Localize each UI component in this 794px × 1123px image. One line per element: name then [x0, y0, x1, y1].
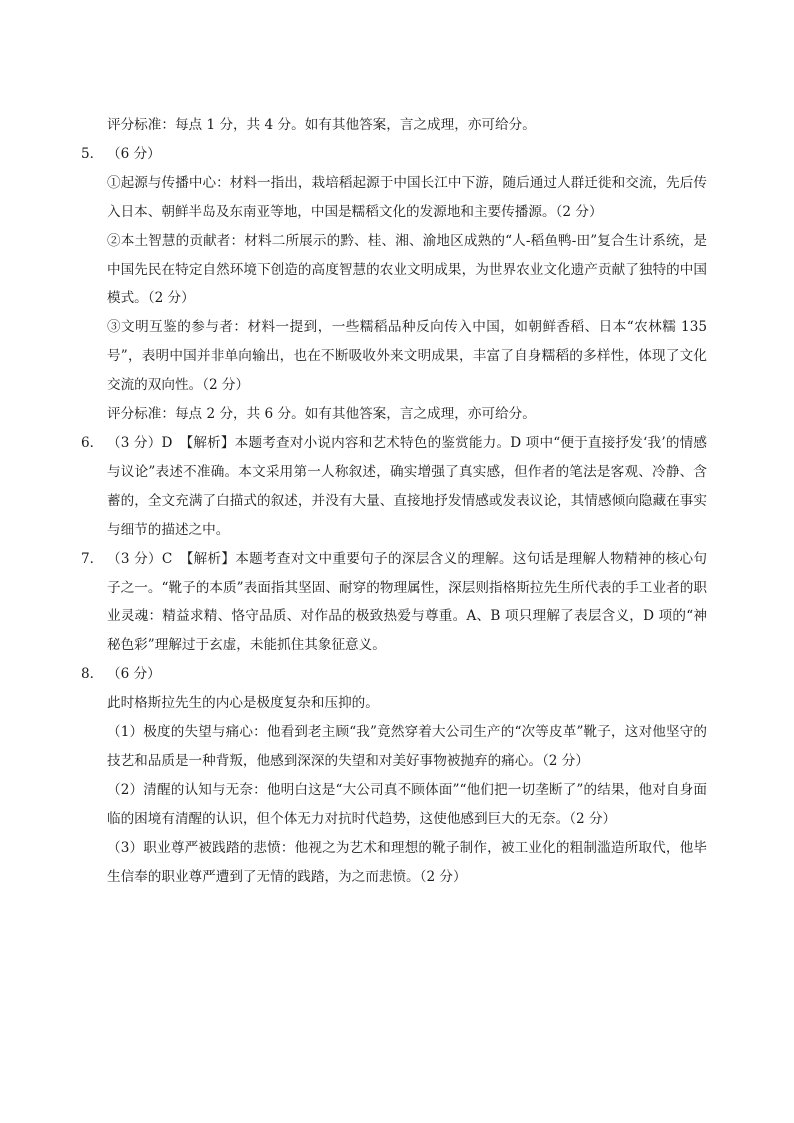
question-5-header — [81, 140, 707, 169]
answer-point-3: （3）职业尊严被践踏的悲愤：他视之为艺术和理想的靴子制作，被工业化的粗制滥造所取代，他毕生信奉的职业尊严遭到了无情的践踏，为之而悲愤。（2 分） — [107, 839, 707, 885]
answer-point-3: ③文明互鉴的参与者：材料一提到，一些糯稻品种反向传入中国，如朝鲜香稻、日本“农林糯 135 号”，表明中国并非单向输出，也在不断吸收外来文明成果，丰富了自身糯稻的多样性，体现了文化交流的双向性。（2 分） — [107, 319, 707, 394]
question-analysis: （3 分）C 【解析】本题考查对文中重要句子的深层含义的理解。这句话是理解人物精神的核心句子之一。“靴子的本质”表面指其坚固、耐穿的物理属性，深层则指格斯拉先生所代表的手工业者的职业灵魂：精益求精、恪守品质、对作品的极致热爱与尊重。A、B 项只理解了表层含义，D 项的“神秘色彩”理解过于玄虚，未能抓住其象征意义。 — [107, 550, 707, 654]
question-number: 6． — [81, 434, 104, 451]
question-number: 5． — [81, 145, 104, 162]
answer-intro: 此时格斯拉先生的内心是极度复杂和压抑的。 — [107, 695, 379, 712]
question-analysis: （3 分）D 【解析】本题考查对小说内容和艺术特色的鉴赏能力。D 项中“便于直接抒发‘我’的情感与议论”表述不准确。本文采用第一人称叙述，确实增强了真实感，但作者的笔法是客观、冷静、含蓄的，全文充满了白描式的叙述，并没有大量、直接地抒发情感或发表议论，其情感倾向隐藏在事实与细节的描述之中。 — [107, 434, 707, 538]
question-7-answer — [81, 545, 707, 661]
answer-point-2: ②本土智慧的贡献者：材料二所展示的黔、桂、湘、渝地区成熟的“人-稻鱼鸭-田”复合生计系统，是中国先民在特定自然环境下创造的高度智慧的农业文明成果，为世界农业文化遗产贡献了独特的中国模式。（2 分） — [107, 232, 707, 307]
answer-point-1: （1）极度的失望与痛心：他看到老主顾“我”竟然穿着大公司生产的“次等皮革”靴子，这对他坚守的技艺和品质是一种背叛，他感到深深的失望和对美好事物被抛弃的痛心。（2 分） — [107, 724, 707, 769]
question-number: 8． — [81, 666, 104, 683]
question-points: （6 分） — [107, 145, 161, 162]
question-points: （6 分） — [107, 666, 161, 683]
answer-point-1: ①起源与传播中心：材料一指出，栽培稻起源于中国长江中下游，随后通过人群迁徙和交流，先后传入日本、朝鲜半岛及东南亚等地，中国是糯稻文化的发源地和主要传播源。（2 分） — [107, 174, 707, 220]
question-number: 7． — [81, 550, 104, 567]
answer-point-2: （2）清醒的认知与无奈：他明白这是“大公司真不顾体面”“他们把一切垄断了”的结果，他对自身面临的困境有清醒的认识，但个体无力对抗时代趋势，这使他感到巨大的无奈。（2 分） — [107, 781, 707, 827]
answer-content — [81, 111, 707, 891]
question-8-header — [81, 660, 707, 689]
scoring-criteria-q5: 评分标准：每点 2 分，共 6 分。如有其他答案，言之成理，亦可给分。 — [107, 406, 536, 423]
scoring-criteria-q4: 评分标准：每点 1 分，共 4 分。如有其他答案，言之成理，亦可给分。 — [107, 117, 536, 133]
question-6-answer — [81, 429, 707, 545]
